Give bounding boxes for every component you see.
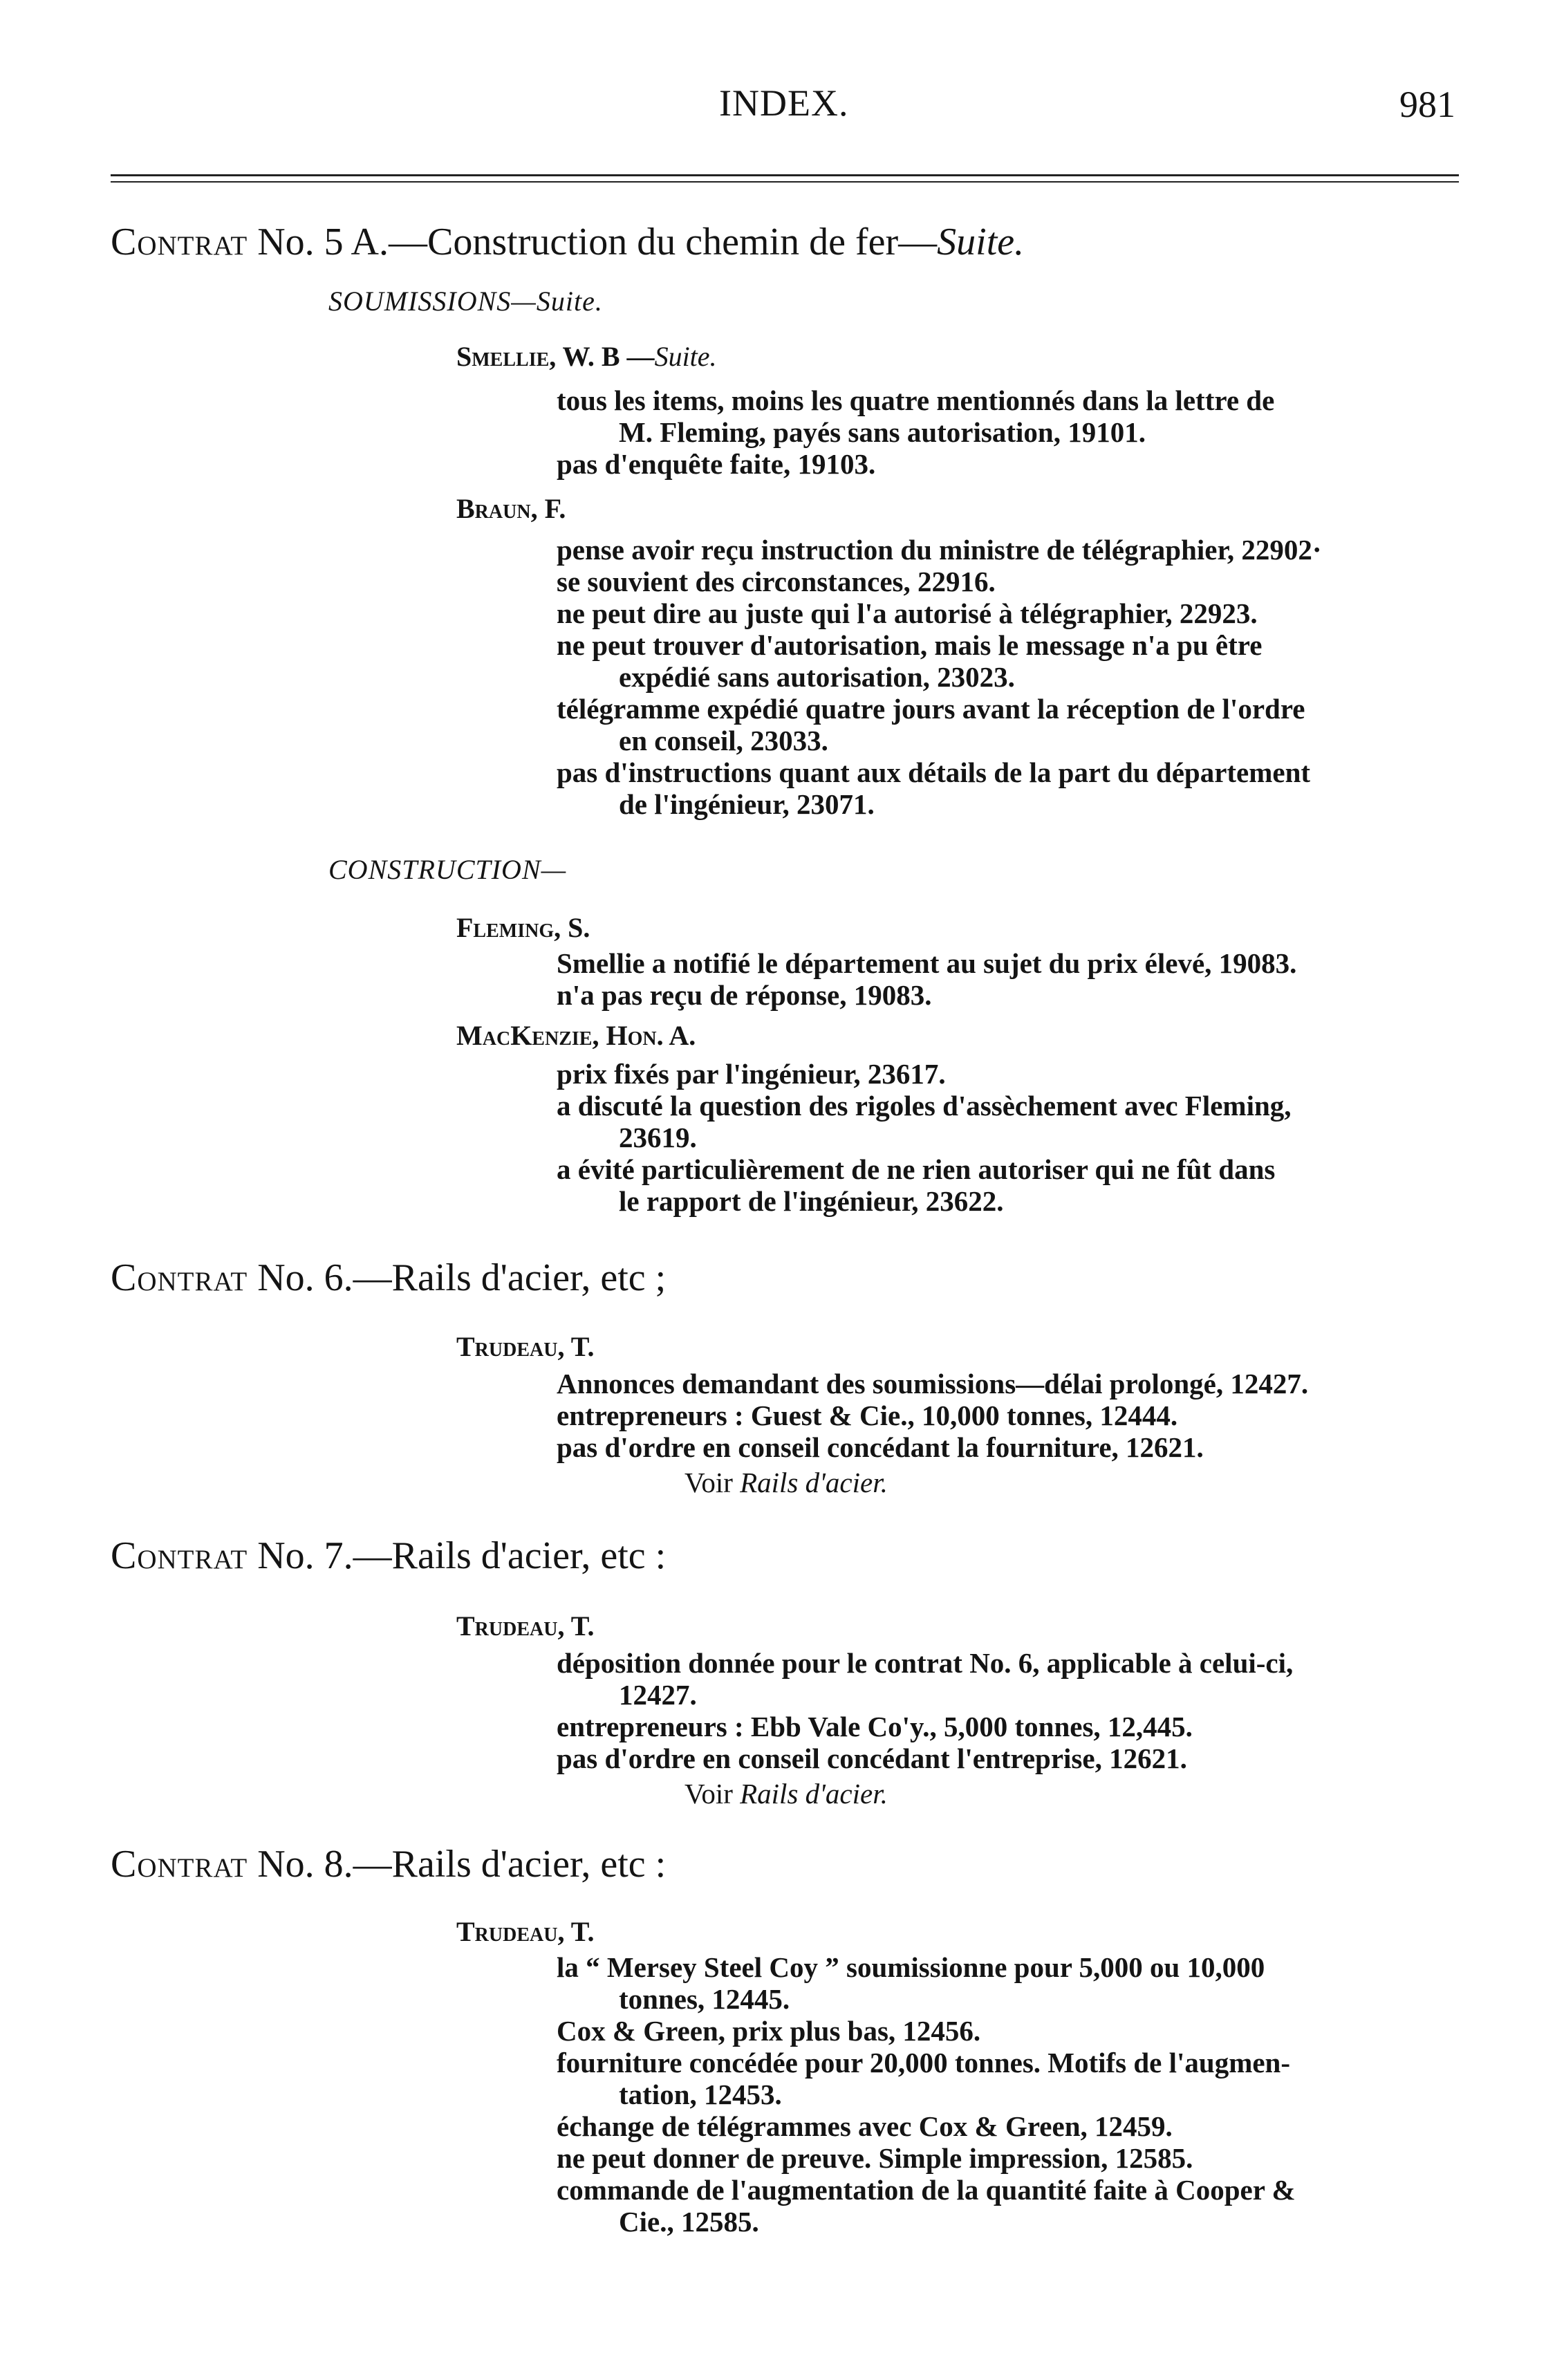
- header-rule-thin: [111, 181, 1459, 183]
- index-entry: pas d'ordre en conseil concédant la fourniture, 12621.: [557, 1431, 1204, 1463]
- index-entry: [557, 693, 1473, 756]
- see-also-ref: Rails d'acier.: [740, 1467, 888, 1498]
- contract-number: No. 8.: [257, 1843, 353, 1886]
- entry-continuation: en conseil, 23033.: [619, 725, 828, 756]
- index-name-smellie: [456, 340, 717, 373]
- index-entry: [557, 2047, 1473, 2110]
- contract-title: —Rails d'acier, etc ;: [353, 1256, 667, 1299]
- contract-7-heading: [111, 1534, 666, 1578]
- see-also-label: Voir: [684, 1778, 733, 1810]
- entry-text: ne peut trouver d'autorisation, mais le message n'a pu être: [557, 629, 1263, 661]
- index-entry: pas d'enquête faite, 19103.: [557, 448, 876, 480]
- index-name-fleming: Fleming, S.: [456, 912, 590, 943]
- index-entry: pas d'ordre en conseil concédant l'entreprise, 12621.: [557, 1742, 1187, 1774]
- see-also: [684, 1777, 888, 1810]
- index-name-trudeau: Trudeau, T.: [456, 1610, 595, 1642]
- contract-suite: Suite.: [937, 221, 1025, 263]
- index-entry: entrepreneurs : Guest & Cie., 10,000 tonnes, 12444.: [557, 1400, 1178, 1431]
- index-entry: [557, 384, 1473, 448]
- entry-text: déposition donnée pour le contrat No. 6, applicable à celui-ci,: [557, 1647, 1294, 1679]
- construction-heading: CONSTRUCTION—: [328, 854, 567, 885]
- index-entry: ne peut dire au juste qui l'a autorisé à télégraphier, 22923.: [557, 597, 1258, 629]
- index-entry: entrepreneurs : Ebb Vale Co'y., 5,000 tonnes, 12,445.: [557, 1711, 1193, 1742]
- contract-8-heading: [111, 1842, 666, 1886]
- index-name-braun: Braun, F.: [456, 493, 566, 524]
- name-text: Smellie, W. B —: [456, 341, 655, 372]
- index-entry: se souvient des circonstances, 22916.: [557, 566, 996, 597]
- index-name-trudeau: Trudeau, T.: [456, 1916, 595, 1947]
- contract-5a-heading: [111, 220, 1024, 264]
- entry-continuation: Cie., 12585.: [619, 2206, 759, 2238]
- entry-continuation: le rapport de l'ingénieur, 23622.: [619, 1185, 1004, 1217]
- entry-continuation: expédié sans autorisation, 23023.: [619, 661, 1015, 693]
- entry-text: commande de l'augmentation de la quantité faite à Cooper &: [557, 2174, 1296, 2206]
- entry-text: pas d'instructions quant aux détails de la part du département: [557, 756, 1311, 788]
- page-header-title: INDEX.: [719, 82, 849, 124]
- see-also: [684, 1466, 888, 1499]
- index-entry: [557, 1090, 1473, 1153]
- index-entry: n'a pas reçu de réponse, 19083.: [557, 979, 932, 1011]
- index-entry: Smellie a notifié le département au sujet du prix élevé, 19083.: [557, 947, 1297, 979]
- contract-title: —Rails d'acier, etc :: [353, 1534, 667, 1577]
- entry-text: télégramme expédié quatre jours avant la réception de l'ordre: [557, 693, 1305, 725]
- contract-title: —Rails d'acier, etc :: [353, 1843, 667, 1886]
- see-also-ref: Rails d'acier.: [740, 1778, 888, 1810]
- entry-continuation: tonnes, 12445.: [619, 1983, 790, 2015]
- contract-prefix: Contrat: [111, 1843, 248, 1886]
- contract-6-heading: [111, 1256, 666, 1300]
- index-entry: pense avoir reçu instruction du ministre de télégraphier, 22902·: [557, 534, 1322, 566]
- index-entry: [557, 1647, 1473, 1711]
- page-number: 981: [1399, 84, 1455, 125]
- index-entry: prix fixés par l'ingénieur, 23617.: [557, 1058, 946, 1090]
- name-suite: Suite.: [654, 341, 717, 372]
- header-rule: [111, 174, 1459, 176]
- index-entry: [557, 2174, 1473, 2238]
- index-entry: échange de télégrammes avec Cox & Green, 12459.: [557, 2110, 1173, 2142]
- contract-prefix: Contrat: [111, 221, 248, 263]
- index-name-trudeau: Trudeau, T.: [456, 1331, 595, 1362]
- entry-continuation: tation, 12453.: [619, 2079, 782, 2110]
- see-also-label: Voir: [684, 1467, 733, 1498]
- entry-continuation: M. Fleming, payés sans autorisation, 19101.: [619, 416, 1146, 448]
- entry-text: a discuté la question des rigoles d'assèchement avec Fleming,: [557, 1090, 1292, 1122]
- index-name-mackenzie: MacKenzie, Hon. A.: [456, 1020, 696, 1051]
- index-entry: ne peut donner de preuve. Simple impression, 12585.: [557, 2142, 1193, 2174]
- contract-number: No. 6.: [257, 1256, 353, 1299]
- contract-prefix: Contrat: [111, 1256, 248, 1299]
- contract-title: —Construction du chemin de fer—: [388, 221, 938, 263]
- entry-continuation: de l'ingénieur, 23071.: [619, 788, 875, 820]
- index-entry: [557, 756, 1473, 820]
- index-entry: [557, 1153, 1473, 1217]
- index-entry: [557, 1951, 1473, 2015]
- index-entry: [557, 629, 1473, 693]
- index-entry: Cox & Green, prix plus bas, 12456.: [557, 2015, 981, 2047]
- soumissions-heading: SOUMISSIONS—Suite.: [328, 286, 603, 317]
- contract-number: No. 5 A.: [257, 221, 389, 263]
- contract-prefix: Contrat: [111, 1534, 248, 1577]
- entry-text: a évité particulièrement de ne rien autoriser qui ne fût dans: [557, 1153, 1276, 1185]
- contract-number: No. 7.: [257, 1534, 353, 1577]
- entry-text: fourniture concédée pour 20,000 tonnes. Motifs de l'augmen-: [557, 2047, 1291, 2079]
- entry-continuation: 12427.: [619, 1679, 697, 1711]
- entry-text: tous les items, moins les quatre mentionnés dans la lettre de: [557, 384, 1275, 416]
- entry-continuation: 23619.: [619, 1122, 697, 1153]
- entry-text: la “ Mersey Steel Coy ” soumissionne pour 5,000 ou 10,000: [557, 1951, 1265, 1983]
- index-entry: Annonces demandant des soumissions—délai prolongé, 12427.: [557, 1368, 1309, 1400]
